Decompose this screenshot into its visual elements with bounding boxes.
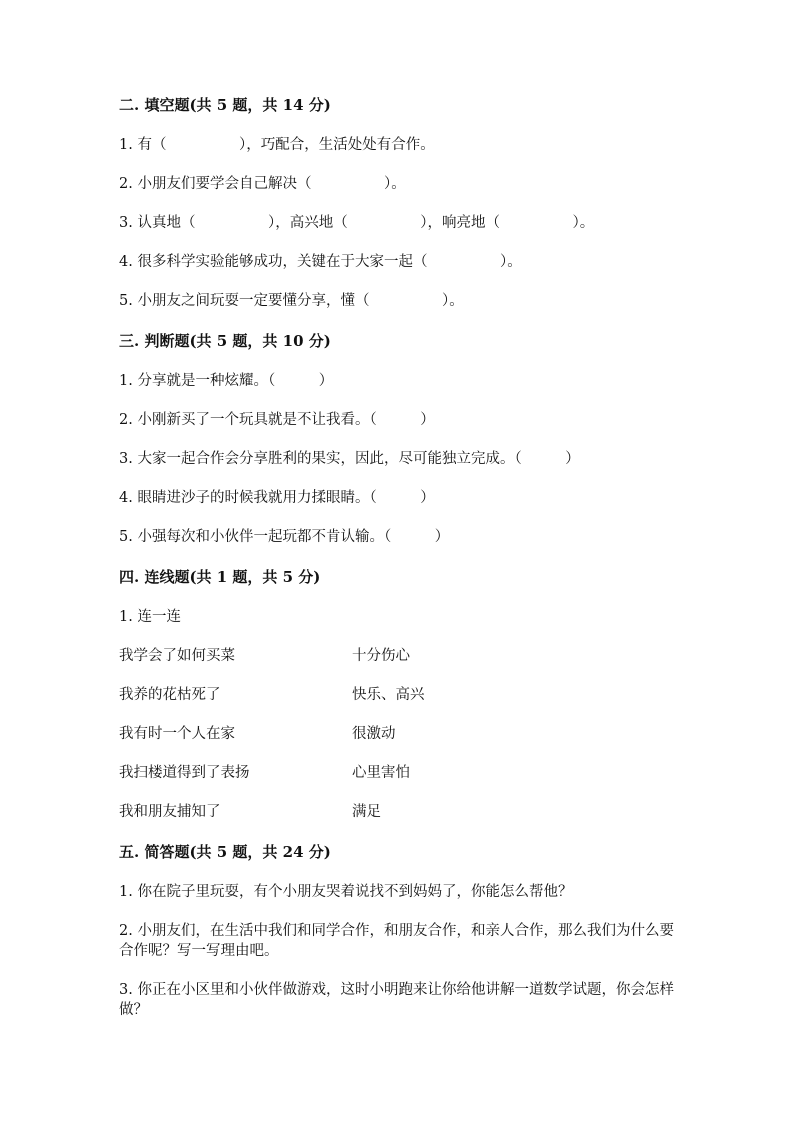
fill-question-3: 3. 认真地（ ），高兴地（ ），响亮地（ ）。 bbox=[119, 215, 595, 231]
judge-question-4: 4. 眼睛进沙子的时候我就用力揉眼睛。（ ） bbox=[119, 490, 435, 506]
judge-question-2: 2. 小刚新买了一个玩具就是不让我看。（ ） bbox=[119, 412, 435, 428]
fill-question-1: 1. 有（ ），巧配合，生活处处有合作。 bbox=[119, 137, 435, 153]
match-left-item: 我养的花枯死了 bbox=[119, 687, 221, 703]
judge-question-3: 3. 大家一起合作会分享胜利的果实，因此，尽可能独立完成。（ ） bbox=[119, 451, 580, 467]
judge-question-1: 1. 分享就是一种炫耀。（ ） bbox=[119, 373, 334, 389]
section-title-fill: 二. 填空题(共 5 题，共 14 分) bbox=[119, 96, 331, 114]
short-question-2: 2. 小朋友们，在生活中我们和同学合作，和朋友合作，和亲人合作，那么我们为什么要合作呢？写一写理由吧。 bbox=[119, 923, 674, 959]
match-prompt: 1. 连一连 bbox=[119, 609, 181, 625]
section-title-match: 四. 连线题(共 1 题，共 5 分) bbox=[119, 568, 321, 586]
fill-question-5: 5. 小朋友之间玩耍一定要懂分享，懂（ ）。 bbox=[119, 293, 464, 309]
match-row bbox=[119, 724, 679, 744]
match-row bbox=[119, 802, 679, 822]
match-right-item: 快乐、高兴 bbox=[352, 687, 425, 703]
match-right-item: 很激动 bbox=[352, 726, 396, 742]
worksheet-content bbox=[119, 94, 679, 1020]
match-left-item: 我和朋友捕知了 bbox=[119, 804, 221, 820]
fill-question-4: 4. 很多科学实验能够成功，关键在于大家一起（ ）。 bbox=[119, 254, 522, 270]
match-left-item: 我学会了如何买菜 bbox=[119, 648, 235, 664]
section-title-short: 五. 简答题(共 5 题，共 24 分) bbox=[119, 843, 331, 861]
judge-question-5: 5. 小强每次和小伙伴一起玩都不肯认输。（ ） bbox=[119, 529, 450, 545]
match-left-item: 我扫楼道得到了表扬 bbox=[119, 765, 250, 781]
match-row bbox=[119, 763, 679, 783]
short-question-1: 1. 你在院子里玩耍，有个小朋友哭着说找不到妈妈了，你能怎么帮他？ bbox=[119, 884, 573, 900]
match-right-item: 十分伤心 bbox=[352, 648, 410, 664]
match-right-item: 心里害怕 bbox=[352, 765, 410, 781]
section-title-judge: 三. 判断题(共 5 题，共 10 分) bbox=[119, 332, 331, 350]
match-right-item: 满足 bbox=[352, 804, 381, 820]
short-question-3: 3. 你正在小区里和小伙伴做游戏，这时小明跑来让你给他讲解一道数学试题，你会怎样做？ bbox=[119, 982, 674, 1018]
match-row bbox=[119, 685, 679, 705]
match-left-item: 我有时一个人在家 bbox=[119, 726, 235, 742]
match-row bbox=[119, 646, 679, 666]
fill-question-2: 2. 小朋友们要学会自己解决（ ）。 bbox=[119, 176, 406, 192]
